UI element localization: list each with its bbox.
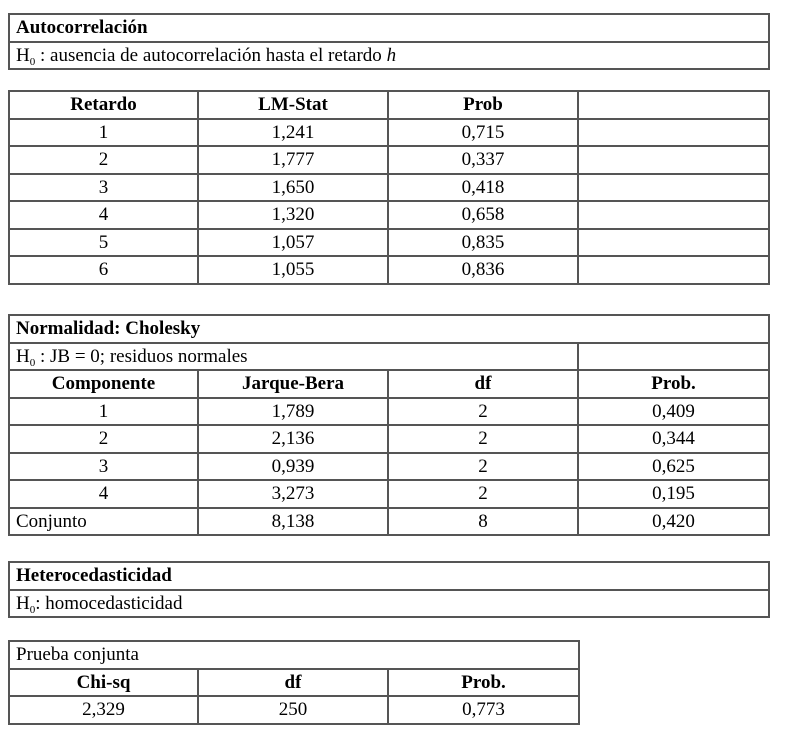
h0-symbol: H <box>16 592 30 614</box>
h0-symbol: H <box>16 345 30 367</box>
h0-text: : JB = 0; residuos normales <box>35 345 248 367</box>
normality-table <box>8 314 770 536</box>
autocorrelation-h0 <box>9 42 769 70</box>
table-row <box>9 146 769 174</box>
column-header: Prob <box>388 91 578 119</box>
autocorrelation-title-row <box>9 14 769 42</box>
h0-text: : ausencia de autocorrelación hasta el retardo <box>35 44 387 66</box>
df-cell: 2 <box>388 398 578 426</box>
heteroscedasticity-title-row <box>9 562 769 590</box>
column-header: df <box>388 370 578 398</box>
column-header: Prob. <box>388 669 579 697</box>
lm-stat-cell: 1,777 <box>198 146 388 174</box>
lag-cell: 4 <box>9 201 198 229</box>
component-cell: 1 <box>9 398 198 426</box>
autocorrelation-table <box>8 90 770 285</box>
empty-cell <box>578 119 769 147</box>
prob-cell: 0,337 <box>388 146 578 174</box>
table-row <box>9 398 769 426</box>
lm-stat-cell: 1,650 <box>198 174 388 202</box>
lag-cell: 1 <box>9 119 198 147</box>
empty-cell <box>578 146 769 174</box>
table-row <box>9 229 769 257</box>
table-header-row <box>9 370 769 398</box>
normality-title-row <box>9 315 769 343</box>
lm-stat-cell: 1,055 <box>198 256 388 284</box>
empty-cell <box>578 201 769 229</box>
column-header: LM-Stat <box>198 91 388 119</box>
lag-cell: 5 <box>9 229 198 257</box>
normality-title: Normalidad: Cholesky <box>9 315 769 343</box>
table-row <box>9 425 769 453</box>
h0-variable: h <box>386 44 397 66</box>
joint-test-title-row <box>9 641 579 669</box>
h0-subscript: 0 <box>29 356 36 369</box>
table-header-row <box>9 669 579 697</box>
table-row <box>9 696 579 724</box>
heteroscedasticity-h0 <box>9 590 769 618</box>
column-header: df <box>198 669 388 697</box>
prob-cell: 0,420 <box>578 508 769 536</box>
lm-stat-cell: 1,320 <box>198 201 388 229</box>
column-header: Componente <box>9 370 198 398</box>
normality-h0 <box>9 343 578 371</box>
heteroscedasticity-title: Heterocedasticidad <box>9 562 769 590</box>
component-cell: 2 <box>9 425 198 453</box>
heteroscedasticity-h0-row <box>9 590 769 618</box>
joint-test-table <box>8 640 580 725</box>
prob-cell: 0,715 <box>388 119 578 147</box>
df-cell: 2 <box>388 480 578 508</box>
table-header-row <box>9 91 769 119</box>
table-row-joint <box>9 508 769 536</box>
df-cell: 2 <box>388 453 578 481</box>
prob-cell: 0,344 <box>578 425 769 453</box>
empty-cell <box>578 343 769 371</box>
column-header <box>578 91 769 119</box>
autocorrelation-title: Autocorrelación <box>9 14 769 42</box>
column-header: Chi-sq <box>9 669 198 697</box>
component-cell: 3 <box>9 453 198 481</box>
jarque-bera-cell: 8,138 <box>198 508 388 536</box>
h0-text: : homocedasticidad <box>35 592 183 614</box>
chi-sq-cell: 2,329 <box>9 696 198 724</box>
prob-cell: 0,773 <box>388 696 579 724</box>
component-cell: Conjunto <box>9 508 198 536</box>
prob-cell: 0,625 <box>578 453 769 481</box>
h0-subscript: 0 <box>29 55 36 68</box>
jarque-bera-cell: 0,939 <box>198 453 388 481</box>
lag-cell: 6 <box>9 256 198 284</box>
table-row <box>9 480 769 508</box>
table-row <box>9 174 769 202</box>
jarque-bera-cell: 2,136 <box>198 425 388 453</box>
jarque-bera-cell: 1,789 <box>198 398 388 426</box>
h0-subscript: 0 <box>29 603 36 616</box>
table-row <box>9 119 769 147</box>
df-cell: 8 <box>388 508 578 536</box>
column-header: Retardo <box>9 91 198 119</box>
df-cell: 2 <box>388 425 578 453</box>
normality-h0-row <box>9 343 769 371</box>
heteroscedasticity-header-table <box>8 561 770 618</box>
prob-cell: 0,418 <box>388 174 578 202</box>
column-header: Prob. <box>578 370 769 398</box>
lag-cell: 3 <box>9 174 198 202</box>
prob-cell: 0,836 <box>388 256 578 284</box>
component-cell: 4 <box>9 480 198 508</box>
table-row <box>9 201 769 229</box>
lag-cell: 2 <box>9 146 198 174</box>
table-row <box>9 256 769 284</box>
table-row <box>9 453 769 481</box>
prob-cell: 0,658 <box>388 201 578 229</box>
lm-stat-cell: 1,057 <box>198 229 388 257</box>
prob-cell: 0,195 <box>578 480 769 508</box>
autocorrelation-h0-row <box>9 42 769 70</box>
h0-symbol: H <box>16 44 30 66</box>
prob-cell: 0,835 <box>388 229 578 257</box>
lm-stat-cell: 1,241 <box>198 119 388 147</box>
joint-test-title: Prueba conjunta <box>9 641 579 669</box>
prob-cell: 0,409 <box>578 398 769 426</box>
df-cell: 250 <box>198 696 388 724</box>
empty-cell <box>578 229 769 257</box>
jarque-bera-cell: 3,273 <box>198 480 388 508</box>
empty-cell <box>578 174 769 202</box>
column-header: Jarque-Bera <box>198 370 388 398</box>
empty-cell <box>578 256 769 284</box>
autocorrelation-header-table <box>8 13 770 70</box>
